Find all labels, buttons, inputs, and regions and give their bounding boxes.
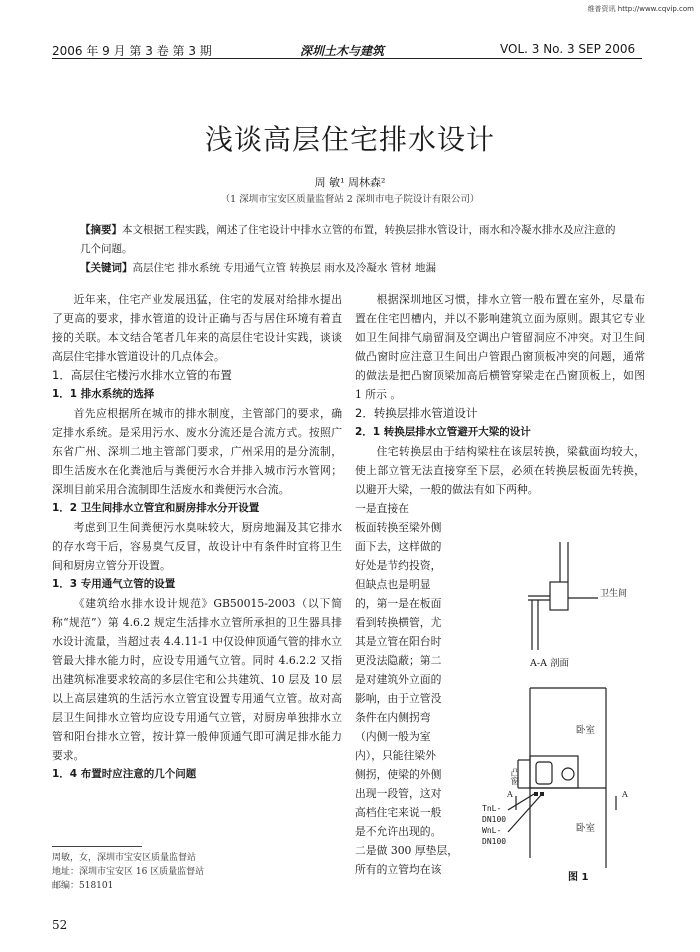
abstract bbox=[80, 221, 620, 259]
page-title: 浅谈高层住宅排水设计 bbox=[204, 123, 495, 156]
footnote-postcode: 邮编：518101 bbox=[52, 881, 114, 891]
narrow-line: 是对建筑外立面的 bbox=[355, 673, 442, 686]
section-marker-left: A bbox=[507, 790, 513, 799]
narrow-line: 板面转换至梁外侧 bbox=[355, 521, 442, 534]
watermark: 维普资讯 http://www.cqvip.com bbox=[587, 5, 694, 13]
section-2-heading: 2．转换层排水管道设计 bbox=[355, 406, 478, 420]
narrow-line: 出现一段管，这对 bbox=[355, 787, 442, 800]
narrow-line: 内），只能往梁外 bbox=[355, 749, 436, 762]
narrow-line: 但缺点也是明显 bbox=[355, 578, 431, 591]
bathtub-icon bbox=[536, 762, 552, 784]
narrow-line: 所有的立管均在该 bbox=[355, 863, 442, 876]
toilet-icon bbox=[562, 768, 574, 780]
section-1-1-heading: 1．1 排水系统的选择 bbox=[52, 388, 155, 400]
section-1-2-paragraph: 考虑到卫生间粪便污水臭味较大，厨房地漏及其它排水的存水弯干后，容易臭气反冒，故设计中有条件时宜将卫生间和厨房立管分开设置。 bbox=[52, 521, 342, 572]
figure-label-bathroom: 卫生间 bbox=[600, 589, 628, 599]
section-1-3-heading: 1．3 专用通气立管的设置 bbox=[52, 578, 176, 590]
narrow-line: 一是直接在 bbox=[355, 502, 409, 515]
narrow-line: 是不允许出现的。 bbox=[355, 825, 442, 838]
keywords-label: 【关键词】 bbox=[80, 262, 133, 274]
header-volume: VOL. 3 No. 3 SEP 2006 bbox=[500, 42, 636, 56]
drain-pipe-wnl bbox=[540, 792, 544, 796]
header-issue: 2006 年 9 月 第 3 卷 第 3 期 bbox=[52, 44, 212, 58]
section-1-heading: 1．高层住宅楼污水排水立管的布置 bbox=[52, 368, 232, 382]
figure-label-section: A-A 剖面 bbox=[530, 658, 569, 669]
section-2-1-paragraph: 住宅转换层由于结构梁柱在该层转换，梁截面均较大，使上部立管无法直接穿至下层，必须在转换层板面先转换，以避开大梁，一般的做法有如下两种。 bbox=[355, 445, 645, 496]
narrow-line: 高档住宅来说一般 bbox=[355, 806, 442, 819]
keywords bbox=[80, 259, 620, 278]
pipe-label-dn100-b: DN100 bbox=[482, 837, 507, 846]
authors: 周 敏¹ 周林森² bbox=[314, 176, 386, 189]
section-1-2-heading: 1．2 卫生间排水立管宜和厨房排水分开设置 bbox=[52, 502, 260, 514]
footnote-rule bbox=[52, 846, 142, 847]
header-journal: 深圳土木与建筑 bbox=[300, 44, 385, 58]
right-intro-paragraph: 根据深圳地区习惯，排水立管一般布置在室外，尽量布置在住宅凹槽内，并以不影响建筑立面为原则。跟其它专业如卫生间排气扇留洞及空调出户管留洞应不冲突。对卫生间做凸窗时应注意卫生间出户管跟凸窗顶板冲突的问题，通常的做法是把凸窗顶梁加高后横管穿梁走在凸窗顶板上，如图 1 所示 。 bbox=[355, 293, 645, 401]
keywords-text: 高层住宅 排水系统 专用通气立管 转换层 雨水及冷凝水 管材 地漏 bbox=[132, 262, 437, 274]
figure-label-bay-window: 凸窗 bbox=[509, 768, 519, 785]
figure-label-bedroom-upper: 卧室 bbox=[576, 725, 596, 736]
figure-caption: 图 1 bbox=[568, 872, 589, 883]
narrow-line: 二是做 300 厚垫层， bbox=[355, 844, 459, 857]
narrow-line: 面下去，这样做的 bbox=[355, 540, 442, 553]
section-1-1-paragraph: 首先应根据所在城市的排水制度，主管部门的要求，确定排水系统。是采用污水、废水分流还是合流方式。按照广东省广州、深圳二地主管部门要求，广州采用的是分流制，即生活废水在化粪池后与粪便污水合并排入城市污水管网；深圳目前采用合流制即生活废水和粪便污水合流。 bbox=[52, 407, 342, 496]
pipe-label-wnl: WnL- bbox=[482, 826, 502, 835]
narrow-line: 影响，由于立管没 bbox=[355, 692, 442, 705]
section-1-4-heading: 1．4 布置时应注意的几个问题 bbox=[52, 768, 197, 780]
footnote-address: 地址：深圳市宝安区 16 区质量监督站 bbox=[52, 867, 205, 877]
intro-paragraph: 近年来，住宅产业发展迅猛，住宅的发展对给排水提出了更高的要求，排水管道的设计正确与否与居住环境有着直接的关联。本文结合笔者几年来的高层住宅设计实践，谈谈高层住宅排水管道设计的几点体会。 bbox=[52, 293, 342, 363]
narrow-line: 其是立管在阳台时 bbox=[355, 635, 442, 648]
narrow-line: （内侧一般为室 bbox=[355, 730, 431, 743]
narrow-line: 侧拐，使梁的外侧 bbox=[355, 768, 442, 781]
figure-pipe-labels bbox=[482, 803, 506, 847]
footnote-author: 周敏，女，深圳市宝安区质量监督站 bbox=[52, 853, 197, 863]
section-2-1-heading: 2．1 转换层排水立管避开大梁的设计 bbox=[355, 426, 531, 438]
bay-window-beam bbox=[550, 582, 568, 610]
narrow-line: 看到转换横管，尤 bbox=[355, 616, 442, 629]
pipe-label-tnl: TnL- bbox=[482, 804, 502, 813]
section-marker-right: A bbox=[622, 790, 628, 799]
section-1-3-paragraph: 《建筑给水排水设计规范》GB50015-2003（以下简称“规范”）第 4.6.2 规定生活排水立管所承担的卫生器具排水设计流量，当超过表 4.4.11-1 中仅设伸顶通气管的排水立管最大排水能力时，应设专用通气立管。同时 4.6.2.2 又指出建筑标准要求较高的多层住宅和公共建筑、10 层及 10 层以上高层建筑的生活污水立管宜设置专用通气立管。故对高层卫生间排水立管均应设专用通气立管，对厨房单独排水立管和阳台排水立管，按计算一般伸顶通气即可满足排水能力要求。 bbox=[52, 597, 342, 762]
abstract-label: 【摘要】 bbox=[80, 224, 122, 236]
figure-label-bedroom-lower: 卧室 bbox=[576, 823, 596, 834]
narrow-line: 更没法隐蔽；第二 bbox=[355, 654, 442, 667]
drain-pipe-tnl bbox=[534, 792, 538, 796]
abstract-block bbox=[80, 221, 620, 278]
abstract-text: 本文根据工程实践，阐述了住宅设计中排水立管的布置，转换层排水管设计，雨水和冷凝水排水及应注意的几个问题。 bbox=[80, 224, 616, 255]
page-number: 52 bbox=[52, 918, 68, 932]
narrow-line: 条件在内侧拐弯 bbox=[355, 711, 431, 724]
pipe-label-dn100-a: DN100 bbox=[482, 815, 507, 824]
left-column bbox=[52, 290, 342, 784]
affiliation: （1 深圳市宝安区质量监督站 2 深圳市电子院设计有限公司） bbox=[220, 194, 480, 205]
narrow-line: 的，第一是在板面 bbox=[355, 597, 442, 610]
narrow-line: 好处是节约投资， bbox=[355, 559, 442, 572]
footnote bbox=[52, 851, 204, 893]
header-rule bbox=[52, 58, 642, 59]
narrow-text bbox=[355, 499, 471, 879]
